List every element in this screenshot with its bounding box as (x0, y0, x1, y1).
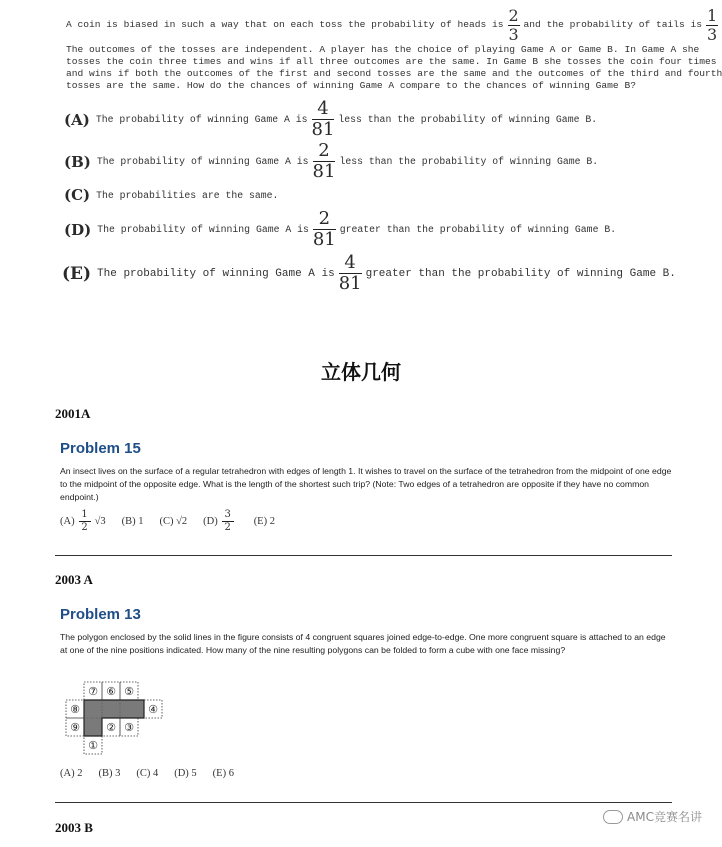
option-d-fraction: $\frac{2}{81}$ (312, 208, 336, 250)
option-a: (A) The probability of winning Game A is $\frac{4}{81}$ less than the probability of winning Game B. (64, 98, 598, 140)
problem-15-title: Problem 15 (60, 440, 141, 457)
year-label-2003b: 2003 B (55, 820, 93, 835)
p13-answer-d: (D) 5 (174, 768, 197, 779)
p15-answer-a: (A) $\frac{1}{2}$ √3 (60, 509, 106, 533)
section-heading: 立体几何 (321, 360, 401, 384)
option-a-fraction: $\frac{4}{81}$ (311, 98, 335, 140)
p13-answer-b: (B) 3 (98, 768, 121, 779)
divider-2 (55, 802, 672, 803)
polygon-figure (60, 680, 170, 765)
figure-label-8: ⑧ (70, 703, 80, 716)
p15-answer-c: (C) √2 (159, 516, 188, 527)
option-b-fraction: $\frac{2}{81}$ (312, 140, 336, 182)
problem-13-answers (60, 768, 250, 779)
problem-15-text: An insect lives on the surface of a regular tetrahedron with edges of length 1. It wishes to travel on the surface of the tetrahedron from the midpoint of one edge to the midpoint of the opposite edge. What is the length of the shortest such trip? (Note: Two edges of a tetrahedron are opposite if they have no common endpoint.) (60, 466, 672, 502)
intro-text-mid: and the probability of tails is (523, 19, 703, 31)
divider-1 (55, 555, 672, 556)
figure-label-5: ⑤ (124, 685, 134, 698)
figure-label-3: ③ (124, 721, 134, 734)
option-e: (E) The probability of winning Game A is $\frac{4}{81}$ greater than the probability of winning Game B. (62, 252, 676, 294)
problem-13-title: Problem 13 (60, 606, 141, 623)
intro-line-4: and wins if both the outcomes of the first and second tosses are the same and the outcomes of the third and fourth (66, 68, 722, 79)
figure-label-9: ⑨ (70, 721, 80, 734)
year-label-2001a: 2001A (55, 406, 91, 421)
watermark (603, 808, 702, 825)
p13-answer-e: (E) 6 (212, 768, 234, 779)
figure-label-2: ② (106, 721, 116, 734)
watermark-text: AMC竞赛名讲 (627, 810, 702, 824)
intro-first-line (66, 8, 722, 43)
heads-probability-fraction: $\frac{2}{3}$ (508, 6, 519, 44)
wechat-icon (603, 810, 623, 824)
problem-13-text: The polygon enclosed by the solid lines in the figure consists of 4 congruent squares joined edge-to-edge. One more congruent square is attached to an edge at one of the nine positions indicated. How many of the nine resulting polygons can be folded to form a cube with one face missing? (60, 632, 666, 655)
p15-answer-e: (E) 2 (253, 516, 275, 527)
p13-answer-a: (A) 2 (60, 768, 83, 779)
option-d: (D) The probability of winning Game A is $\frac{2}{81}$ greater than the probability of winning Game B. (64, 208, 617, 250)
intro-line-5: tosses are the same. How do the chances of winning Game A compare to the chances of winning Game B? (66, 80, 636, 91)
intro-line-2: The outcomes of the tosses are independent. A player has the choice of playing Game A or Game B. In Game A she (66, 44, 700, 55)
figure-label-7: ⑦ (88, 685, 98, 698)
intro-text-start: A coin is biased in such a way that on each toss the probability of heads is (66, 19, 504, 31)
option-c: (C) The probabilities are the same. (64, 186, 279, 204)
tails-probability-fraction: $\frac{1}{3}$ (706, 6, 718, 44)
figure-label-1: ① (88, 739, 98, 752)
p13-answer-c: (C) 4 (136, 768, 159, 779)
figure-label-4: ④ (148, 703, 158, 716)
figure-label-6: ⑥ (106, 685, 116, 698)
p15-answer-b: (B) 1 (121, 516, 144, 527)
year-label-2003a: 2003 A (55, 572, 93, 587)
option-b: (B) The probability of winning Game A is $\frac{2}{81}$ less than the probability of winning Game B. (64, 140, 599, 182)
problem-15-answers (60, 510, 291, 533)
option-e-fraction: $\frac{4}{81}$ (338, 252, 362, 294)
intro-line-3: tosses the coin three times and wins if all three outcomes are the same. In Game B she tosses the coin four times (66, 56, 717, 67)
p15-answer-d: (D) $\frac{3}{2}$ (203, 510, 238, 533)
